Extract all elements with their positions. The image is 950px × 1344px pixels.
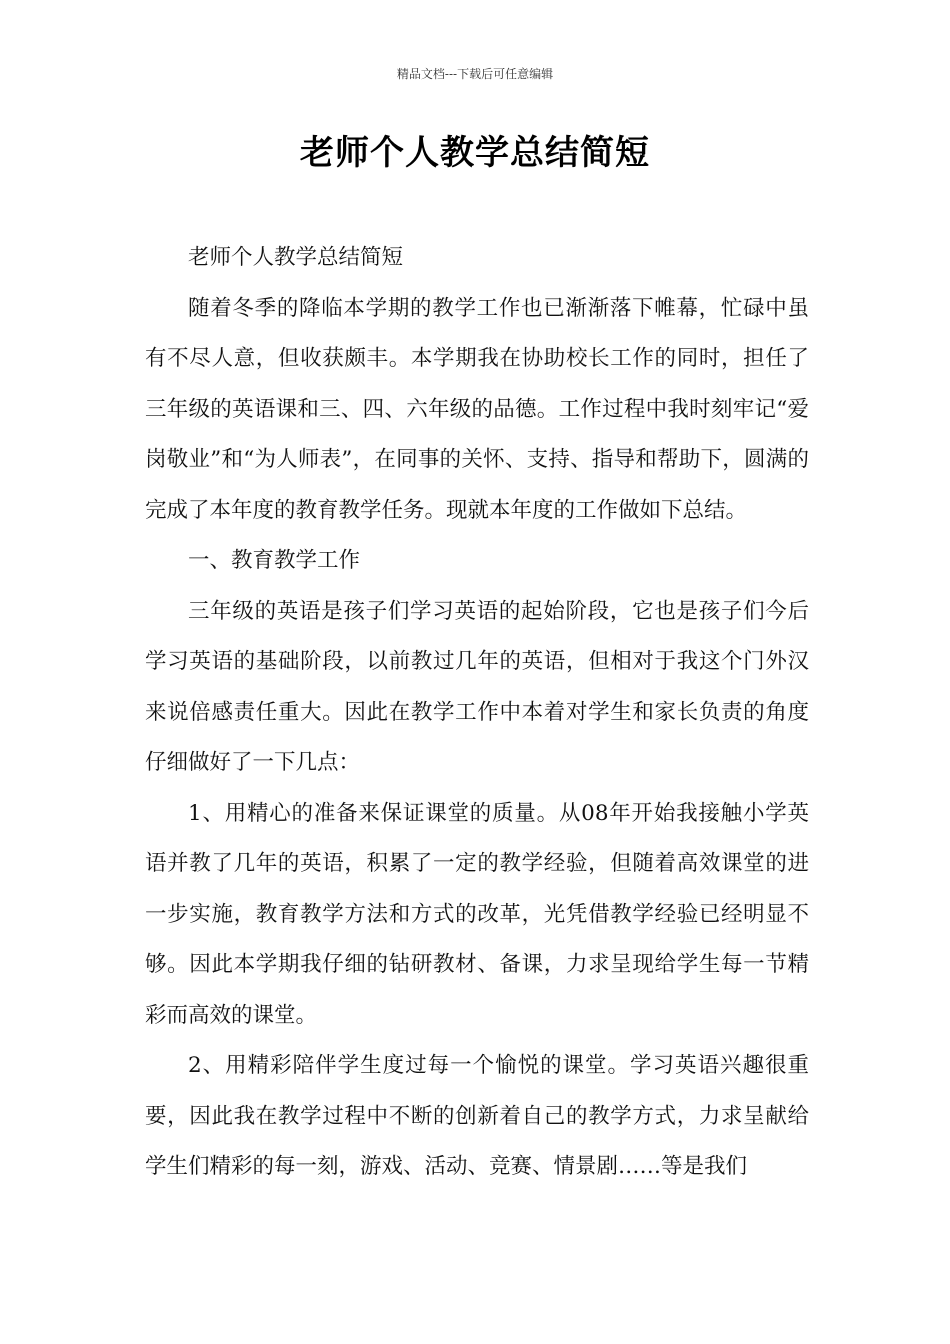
section-heading: 一、教育教学工作 xyxy=(188,548,361,573)
paragraph-point-1: 1、用精心的准备来保证课堂的质量。从08年开始我接触小学英语并教了几年的英语，积累了一定的教学经验，但随着高效课堂的进一步实施，教育教学方法和方式的改革，光凭借教学经验已经明显不够。因此本学期我仔细的钻研教材、备课，力求呈现给学生每一节精彩而高效的课堂。 xyxy=(145,800,809,1028)
page-header: 精品文档---下载后可任意编辑 xyxy=(396,67,554,81)
paragraph-introduction: 随着冬季的降临本学期的教学工作也已渐渐落下帷幕，忙碌中虽有不尽人意，但收获颇丰。本学期我在协助校长工作的同时，担任了三年级的英语课和三、四、六年级的品德。工作过程中我时刻牢记“爱岗敬业”和“为人师表”，在同事的关怀、支持、指导和帮助下，圆满的完成了本年度的教育教学任务。现就本年度的工作做如下总结。 xyxy=(145,295,809,523)
paragraph-subtitle: 老师个人教学总结简短 xyxy=(188,245,404,270)
document-title: 老师个人教学总结简短 xyxy=(300,133,650,173)
paragraph-point-2: 2、用精彩陪伴学生度过每一个愉悦的课堂。学习英语兴趣很重要，因此我在教学过程中不断的创新着自己的教学方式，力求呈献给学生们精彩的每一刻，游戏、活动、竞赛、情景剧……等是我们 xyxy=(145,1053,809,1179)
paragraph-english-teaching: 三年级的英语是孩子们学习英语的起始阶段，它也是孩子们今后学习英语的基础阶段，以前教过几年的英语，但相对于我这个门外汉来说倍感责任重大。因此在教学工作中本着对学生和家长负责的角度仔细做好了一下几点： xyxy=(145,598,809,775)
document-body xyxy=(145,233,809,1193)
